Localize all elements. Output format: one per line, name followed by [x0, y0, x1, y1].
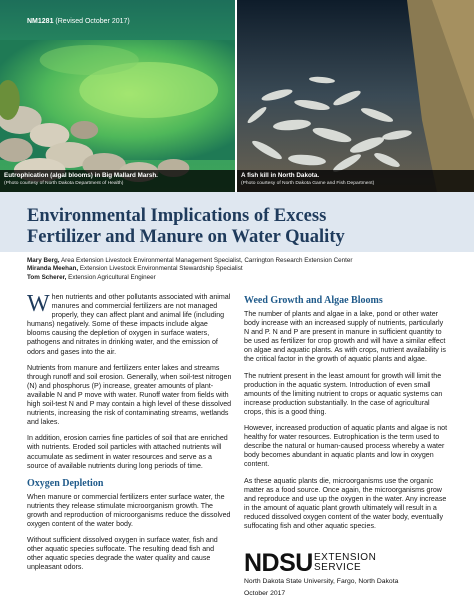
algae-bloom-photo — [0, 0, 237, 192]
publication-date: October 2017 — [244, 590, 286, 597]
right-caption-title: A fish kill in North Dakota. — [241, 172, 320, 179]
section-heading-weed-growth: Weed Growth and Algae Blooms — [244, 295, 383, 306]
body-paragraph: However, increased production of aquatic plants and algae is not healthy for water resources. Eutrophication is the term used to describe the natural or human-caused process whereby a water body becomes abundant in aquatic plants and low in oxygen content. — [244, 424, 448, 469]
logo-ndsu: NDSU — [244, 549, 313, 577]
author-role: Extension Agricultural Engineer — [66, 273, 156, 281]
photo-band — [0, 0, 474, 192]
left-caption-credit: (Photo courtesy of North Dakota Department of Health) — [4, 181, 124, 186]
author-name: Mary Berg, — [27, 257, 60, 264]
left-column — [27, 293, 232, 579]
ndsu-extension-logo — [244, 551, 454, 601]
title-band — [0, 192, 474, 252]
body-paragraph: Without sufficient dissolved oxygen in surface water, fish and other aquatic species suffocate. The resulting dead fish and other aquatic species degrade the water quality and cause unpleasant odors. — [27, 536, 218, 572]
title-line-2: Fertilizer and Manure on Water Quality — [27, 227, 345, 247]
pub-revised: (Revised October 2017) — [55, 18, 130, 25]
university-name: North Dakota State University, Fargo, North Dakota — [244, 578, 399, 585]
left-photo-caption — [0, 170, 235, 192]
author-name: Miranda Meehan, — [27, 265, 79, 273]
right-caption-credit: (Photo courtesy of North Dakota Game and Fish Department) — [241, 181, 375, 186]
body-paragraph: In addition, erosion carries fine particles of soil that are enriched with nutrients. Eroded soil particles with attached nutrients will accumulate as sediment in water resources and serve as a source of available nutrients during long periods of time. — [27, 434, 228, 470]
intro-text: hen nutrients and other pollutants associated with animal manures and commercial fertilizers are not managed properly, they can affect plant and animal life (including humans) negatively. Some of these impacts include algae blooms causing the depletion of oxygen in surface waters, pathogens and nitrates in drinking water, and the emission of odors and gases into the air. — [27, 293, 231, 356]
author-name: Tom Scherer, — [27, 273, 67, 281]
logo-extension-service — [314, 553, 376, 573]
pub-number: NM1281 — [27, 18, 54, 25]
left-caption-title: Eutrophication (algal blooms) in Big Mallard Marsh. — [4, 172, 158, 179]
fish-kill-image — [237, 0, 474, 192]
drop-cap: W — [27, 291, 50, 317]
author-role: Area Extension Livestock Environmental Management Specialist, Carrington Research Extension Center — [59, 257, 353, 264]
right-photo-caption — [237, 170, 474, 192]
author-role: Extension Livestock Environmental Stewardship Specialist — [78, 265, 243, 273]
author-entry — [27, 257, 457, 265]
body-paragraph: The nutrient present in the least amount for growth will limit the production in the aquatic system. Introduction of even small amounts of the limiting nutrient to crops or aquatic systems can increase production substantially. In the case of agricultural crops, this is a good thing. — [244, 371, 443, 416]
intro-paragraph — [27, 293, 232, 357]
body-paragraph: As these aquatic plants die, microorganisms use the organic matter as a food source. Once again, the microorganisms grow and reproduce and use up the oxygen in the water. Any increase in the amount of aquatic plant growth ultimately will result in a reduced dissolved oxygen content of the water body, eventually suffocating fish and other aquatic species. — [244, 476, 447, 530]
body-paragraph: Nutrients from manure and fertilizers enter lakes and streams through runoff and soil erosion. Generally, when soil-test nitrogen (N) and phosphorus (P) increase, greater amounts of plant-available N and P move with water. Runoff water from fields with high soil-test N and P may contain a high level of these dissolved nutrients, increasing the risk of contaminating streams, wetlands and lakes. — [27, 363, 232, 427]
author-list — [27, 257, 457, 282]
fish-kill-photo — [237, 0, 474, 192]
right-column — [244, 293, 449, 538]
logo-extension: EXTENSION — [314, 552, 377, 563]
body-paragraph: The number of plants and algae in a lake, pond or other water body increase with an increased supply of nutrients, particularly N and P. N and P are present in manure in sufficient quantity to be used as fertilizer for crop growth and will have a similar effect on algae and aquatic plants. As with crops, nutrient availability is the critical factor in the growth of aquatic plants and algae. — [244, 310, 446, 364]
author-entry — [27, 274, 457, 282]
logo-service: SERVICE — [314, 562, 362, 573]
publication-number — [27, 18, 130, 25]
body-paragraph: When manure or commercial fertilizers enter surface water, the nutrients they release stimulate microorganism growth. The growth and reproduction of microorganisms reduce the dissolved oxygen content of the water body. — [27, 492, 231, 528]
author-entry — [27, 265, 457, 273]
title-line-1: Environmental Implications of Excess — [27, 206, 327, 226]
section-heading-oxygen-depletion: Oxygen Depletion — [27, 477, 104, 489]
algae-bloom-image — [0, 0, 235, 192]
